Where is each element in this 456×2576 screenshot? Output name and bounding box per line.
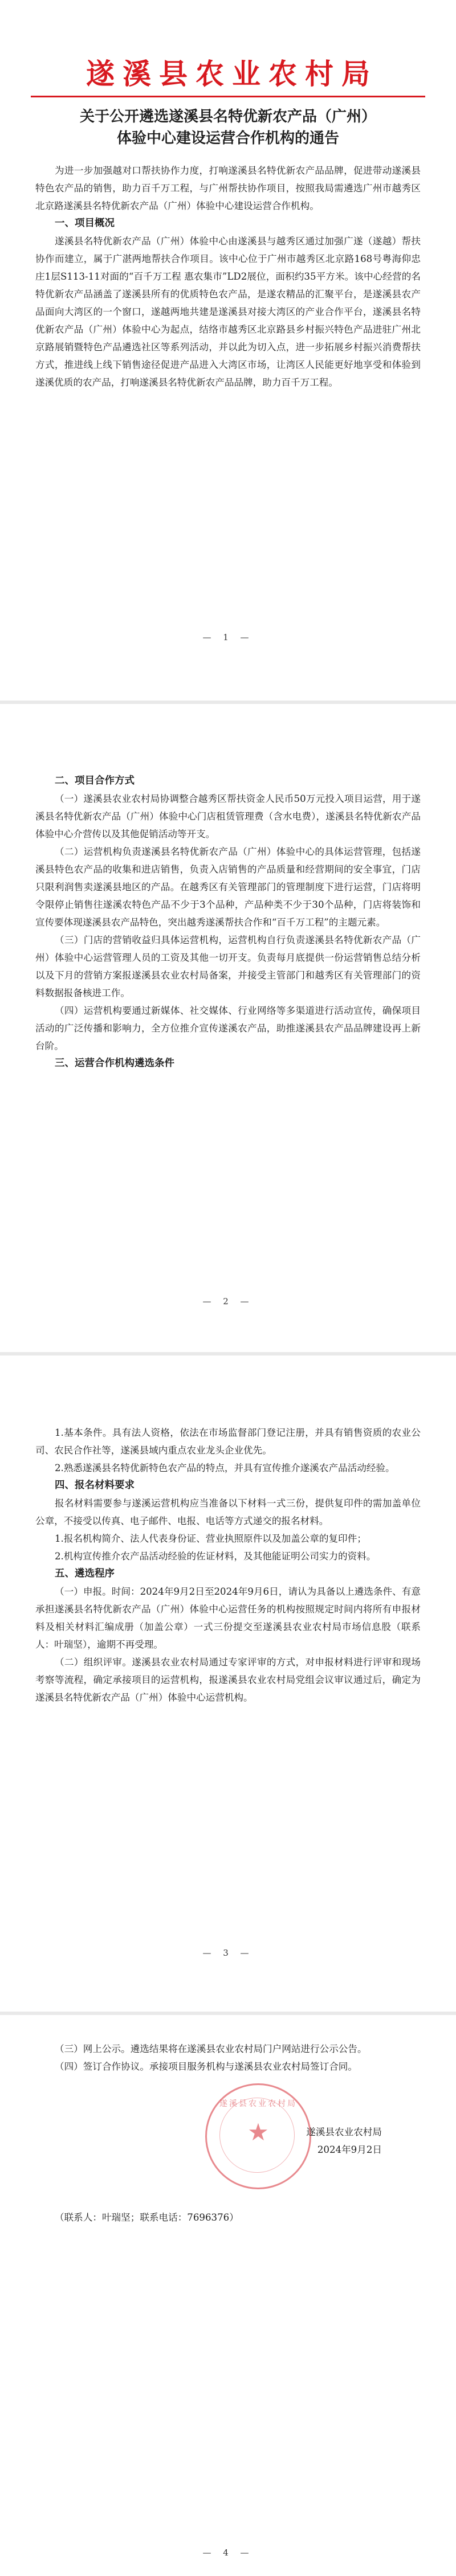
- page-3-body: [35, 1424, 421, 1706]
- section-1-body: 遂溪县名特优新农产品（广州）体验中心由遂溪县与越秀区通过加强广遂（遂越）帮扶协作而建立，属于广湛两地帮扶合作项目。该中心位于广州市越秀区北京路168号粤海仰忠庄1层S113-11对面的“百千万工程 惠农集市”LD2展位，面积约35平方米。该中心经营的名特优新农产品涵盖了遂溪县所有的优质特色农产品，是遂农精品的汇聚平台，是遂溪县农产品面向大湾区的一个窗口，遂越两地共建是遂溪县对接大湾区的产业合作平台，遂溪县名特优新农产品（广州）体验中心为起点，结络市越秀区北京路县乡村振兴特色产品进驻广州北京路展销暨特色产品遴选社区等系列活动，并以此为切入点，进一步拓展乡村振兴消费帮扶方式，推进线上线下销售途径促进产品进入大湾区市场，让湾区人民能更好地享受和体验到遂溪优质的农产品，打响遂溪县名特优新农产品品牌，助力百千万工程。: [35, 236, 421, 388]
- section-2-para-1: （一）遂溪县农业农村局协调整合越秀区帮扶资金人民币50万元投入项目运营，用于遂溪县名特优新农产品（广州）体验中心门店租赁管理费（含水电费），遂溪县名特优新农产品体验中心介营传以及其他促销活动等开支。: [35, 793, 421, 839]
- signature-block: [239, 2123, 382, 2159]
- masthead-divider: [31, 96, 425, 97]
- page-2-body: [35, 772, 421, 1072]
- seal-star-icon: ★: [247, 2118, 269, 2146]
- intro-paragraph: 为进一步加强越对口帮扶协作力度，打响遂溪县名特优新农产品品牌，促进带动遂溪县特色农产品的销售，助力百千万工程，与广州帮扶协作项目，按照我局需遴选广州市越秀区北京路遂溪县名特优新农产品（广州）体验中心建设运营合作机构。: [35, 165, 421, 211]
- procedure-4: （四）签订合作协议。承接项目服务机构与遂溪县农业农村局签订合同。: [55, 2061, 357, 2072]
- condition-1: 1.基本条件。具有法人资格，依法在市场监督部门登记注册，并具有销售资质的农业公司、农民合作社等，遂溪县域内重点农业龙头企业优先。: [35, 1427, 421, 1456]
- section-2-para-3: （三）门店的营销收益归具体运营机构，运营机构自行负责遂溪县名特优新农产品（广州）体验中心运营管理人员的工资及其他一切开支。负责每月底提供一份运营销售总结分析以及下月的营销方案报遂溪县农业农村局备案，并接受主管部门和越秀区有关管理部门的资料数据报备核进工作。: [35, 935, 421, 998]
- page-number-2: — 2 —: [202, 1296, 254, 1307]
- signing-date: 2024年9月2日: [317, 2144, 382, 2155]
- contact-block: [35, 2209, 421, 2226]
- page-2: [0, 704, 456, 1352]
- procedure-2: （二）组织评审。遂溪县农业农村局通过专家评审的方式，对申报材料进行评审和现场考察等流程，确定承接项目的运营机构，报遂溪县农业农村局党组会议审议通过后，确定为遂溪县名特优新农产品（广州）体验中心运营机构。: [35, 1657, 421, 1703]
- page-1-body: [35, 162, 421, 391]
- page-number-1: — 1 —: [202, 632, 254, 642]
- condition-2: 2.熟悉遂溪县名特优新特色农产品的特点，并具有宣传推介遂溪农产品活动经验。: [55, 1463, 395, 1473]
- page-1: [0, 0, 456, 701]
- procedure-3: （三）网上公示。遴选结果将在遂溪县农业农村局门户网站进行公示公告。: [55, 2043, 367, 2054]
- section-2-heading: 二、项目合作方式: [55, 775, 135, 787]
- section-1-heading: 一、项目概况: [55, 218, 115, 229]
- section-2-para-2: （二）运营机构负责遂溪县名特优新农产品（广州）体验中心的具体运营管理，包括遂溪县特色农产品的收集和进店销售，负责入店销售的产品质量和经营期间的安全事宜，门店只限利润售卖遂溪县地区的产品。在越秀区有关管理部门的管理制度下进行运营，门店将明令限停止销售往遂溪农特色产品不少于3个品种，产品种类不少于30个品种，门店将装饰和宣传要体现遂溪县农产品特色，突出越秀遂溪帮扶合作和“百千万工程”的主题元素。: [35, 846, 421, 928]
- title-line-1: 关于公开遴选遂溪县名特优新农产品（广州）: [79, 108, 376, 125]
- masthead: 遂溪县农业农村局: [86, 57, 378, 91]
- procedure-1: （一）申报。时间：2024年9月2日至2024年9月6日，请认为具备以上遴选条件、有意承担遂溪县名特优新农产品（广州）体验中心运营任务的机构按照规定时间内将所有申报材料及相关材料汇编成册（加盖公章）一式三份提交至遂溪县农业农村局市场信息股（联系人：叶瑞坚），逾期不再受理。: [35, 1586, 421, 1650]
- material-1: 1.报名机构简介、法人代表身份证、营业执照原件以及加盖公章的复印件；: [55, 1533, 367, 1544]
- page-number-3: — 3 —: [202, 1948, 254, 1958]
- title-line-2: 体验中心建设运营合作机构的通告: [116, 130, 339, 147]
- title-block: [35, 106, 421, 149]
- page-4-body: [35, 2040, 421, 2075]
- page-number-4: — 4 —: [202, 2548, 254, 2558]
- material-2: 2.机构宣传推介农产品活动经验的佐证材料，及其他能证明公司实力的资料。: [55, 1551, 376, 1562]
- section-3-heading: 三、运营合作机构遴选条件: [55, 1058, 174, 1069]
- section-4-intro: 报名材料需要参与遂溪运营机构应当准备以下材料一式三份，提供复印件的需加盖单位公章，不接受以传真、电子邮件、电报、电话等方式递交的报名材料。: [35, 1498, 421, 1526]
- signing-organization: 遂溪县农业农村局: [306, 2127, 382, 2137]
- section-5-heading: 五、遴选程序: [55, 1568, 115, 1579]
- section-4-heading: 四、报名材料要求: [55, 1480, 135, 1491]
- contact-info: （联系人：叶瑞坚；联系电话：7696376）: [55, 2212, 239, 2223]
- page-3: [0, 1355, 456, 2012]
- page-4: [0, 2015, 456, 2576]
- seal-text: 遂溪县农业农村局: [219, 2099, 297, 2108]
- section-2-para-4: （四）运营机构要通过新媒体、社交媒体、行业网络等多渠道进行活动宣传，确保项目活动的广泛传播和影响力，全方位推介宣传遂溪农产品，助推遂溪县农产品品牌建设再上新台阶。: [35, 1005, 421, 1051]
